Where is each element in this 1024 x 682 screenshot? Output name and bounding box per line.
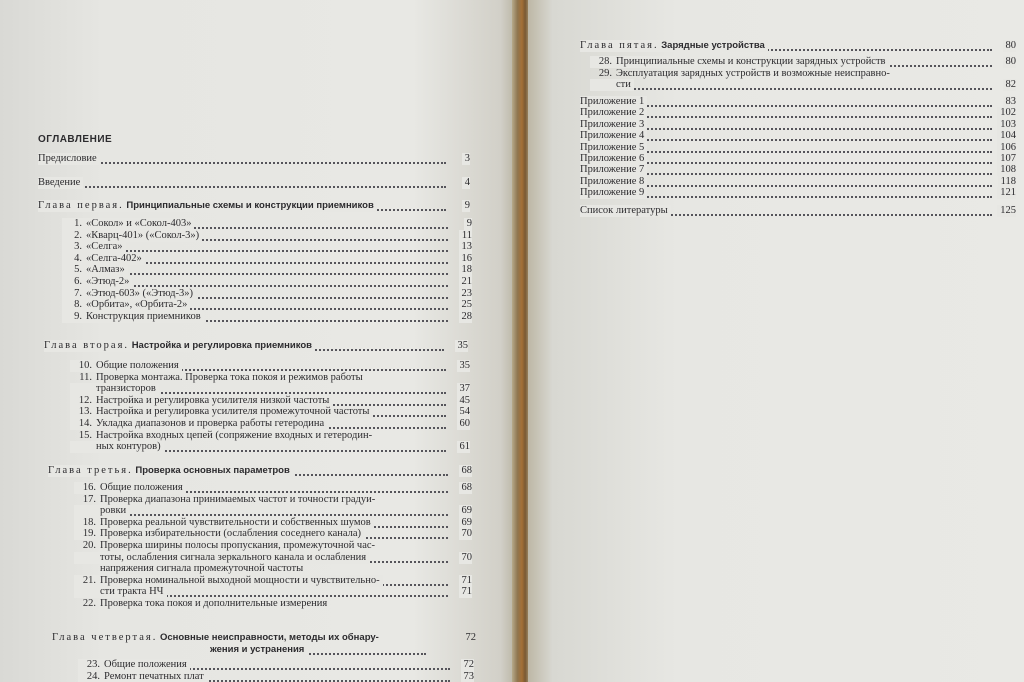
toc-item (74, 552, 472, 564)
toc-item-page: 28 (459, 311, 473, 323)
toc-item-number: 22. (82, 598, 96, 609)
toc-item (74, 517, 472, 529)
toc-entry-preface (38, 153, 470, 165)
toc-item-text (62, 253, 145, 265)
toc-item-text (70, 372, 363, 384)
entry-page: 68 (459, 465, 473, 477)
toc-item (74, 598, 472, 610)
appendix-page: 121 (997, 187, 1016, 199)
toc-item (70, 360, 470, 372)
toc-item-title: ных контуров) (96, 441, 161, 453)
toc-item-page: 68 (459, 482, 473, 494)
toc-item-page: 13 (459, 241, 473, 253)
toc-item-number: 24. (86, 670, 100, 682)
toc-item-text (78, 671, 207, 682)
appendix-entry (580, 176, 1016, 188)
toc-item (590, 68, 1016, 80)
toc-item-page: 69 (459, 505, 473, 517)
toc-item-text (62, 276, 132, 288)
appendix-page: 118 (998, 176, 1016, 188)
entry-page: 3 (462, 153, 470, 165)
toc-item-page: 82 (1003, 79, 1017, 91)
toc-item (62, 218, 472, 230)
toc-item (70, 395, 470, 407)
toc-item-text (70, 395, 332, 407)
toc-item-title: сти (616, 79, 631, 91)
toc-item-title: Проверка ширины полосы пропускания, промежуточной час- (100, 540, 376, 551)
toc-item-number: 13. (78, 406, 92, 418)
toc-item-page: 11 (459, 230, 472, 242)
toc-item-page: 71 (459, 586, 473, 598)
toc-item (70, 406, 470, 418)
toc-item-page: 80 (1003, 56, 1017, 68)
toc-item (70, 383, 470, 395)
appendix-page: 103 (997, 119, 1016, 131)
toc-item-text (62, 218, 194, 230)
toc-item-number: 5. (74, 264, 82, 276)
toc-item-text (70, 406, 372, 418)
toc-item-title: Настройка и регулировка усилителя промежуточной частоты (96, 406, 370, 418)
toc-item-number: 11. (79, 371, 92, 383)
toc-item-title: «Орбита», «Орбита-2» (86, 299, 188, 311)
toc-item-number: 3. (74, 241, 82, 253)
toc-item-text (70, 383, 159, 395)
toc-item-title: Ремонт печатных плат (104, 670, 204, 682)
toc-item-number: 4. (74, 252, 82, 264)
toc-item (62, 241, 472, 253)
toc-item-text (62, 264, 128, 276)
toc-item-page: 54 (457, 406, 471, 418)
toc-item (74, 482, 472, 494)
appendix-entry (580, 187, 1016, 199)
toc-item-number: 2. (74, 229, 82, 241)
appendix-entry (580, 142, 1016, 154)
toc-item-title: «Этюд-603» («Этюд-3») (86, 287, 193, 299)
toc-item (70, 372, 470, 384)
toc-item-number: 18. (82, 516, 96, 528)
appendix-entry (580, 164, 1016, 176)
toc-item-title: Проверка диапазона принимаемых частот и точности градуи- (100, 493, 376, 505)
toc-item (62, 311, 472, 323)
toc-item (78, 671, 474, 682)
appendix-label: Приложение 6 (580, 153, 647, 165)
toc-item-text (74, 528, 364, 540)
toc-item-number: 9. (74, 310, 82, 322)
chapter-name: Зарядные устройства (661, 40, 765, 51)
toc-item-title: Проверка номинальной выходной мощности и чувствительно- (100, 574, 380, 586)
entry-page: 80 (1003, 40, 1017, 52)
toc-item-number: 15. (78, 429, 92, 441)
toc-item-number: 1. (74, 218, 82, 229)
toc-item-title: Проверка монтажа. Проверка тока покоя и режимов работы (96, 371, 363, 383)
appendix-label: Приложение 1 (580, 96, 647, 108)
toc-item-text (74, 586, 167, 598)
appendix-label: Приложение 2 (580, 107, 647, 119)
toc-item-page: 45 (457, 395, 471, 407)
toc-item-page: 69 (459, 517, 473, 529)
toc-item (74, 586, 472, 598)
toc-item-number: 17. (82, 493, 96, 505)
toc-item (62, 230, 472, 242)
toc-item-page: 73 (461, 671, 475, 682)
toc-item-title: Укладка диапазонов и проверка работы гетеродина (96, 418, 325, 429)
chapter-name: Основные неисправности, методы их обнару- (159, 632, 379, 643)
toc-item-title: Настройка и регулировка усилителя низкой частоты (96, 394, 330, 406)
toc-item-page: 70 (459, 552, 473, 564)
entry-page: 72 (465, 632, 476, 643)
appendix-entry (580, 119, 1016, 131)
toc-item-text (62, 311, 204, 323)
chapter-name: Принципиальные схемы и конструкции приемников (126, 200, 374, 211)
toc-item-text (74, 494, 375, 506)
toc-item-title: Конструкция приемников (86, 310, 201, 322)
toc-item-number: 14. (78, 418, 92, 429)
appendix-entry (580, 96, 1016, 108)
toc-item-page: 16 (459, 253, 473, 265)
toc-title: ОГЛАВЛЕНИЕ (38, 134, 113, 145)
toc-item (78, 659, 474, 671)
toc-item (74, 528, 472, 540)
toc-item-page: 70 (459, 528, 473, 540)
toc-item-number: 19. (82, 528, 96, 540)
chapter-1-heading (38, 200, 470, 212)
toc-item (74, 540, 472, 552)
toc-item-page: 61 (457, 441, 471, 453)
chapter-label: Глава вторая. (44, 340, 130, 351)
toc-item-text (74, 482, 186, 494)
toc-item-text (590, 56, 889, 68)
appendix-page: 83 (1003, 96, 1017, 108)
chapter-name-cont: жения и устранения (210, 644, 307, 656)
toc-item-page: 60 (457, 418, 471, 430)
entry-page: 35 (455, 340, 469, 352)
appendix-page: 104 (997, 130, 1016, 142)
entry-label: Список литературы (580, 205, 671, 217)
appendix-page: 106 (997, 142, 1016, 154)
toc-item-text (74, 540, 375, 552)
toc-entry-references (580, 205, 1016, 217)
chapter-4-heading-cont (210, 644, 450, 656)
toc-item-text (62, 288, 196, 300)
chapter-label: Глава пятая. (580, 40, 659, 51)
toc-item-number: 29. (598, 67, 612, 79)
entry-label: Предисловие (38, 153, 100, 165)
toc-item-text (70, 430, 372, 442)
chapter-2-heading (44, 340, 468, 352)
toc-item-title: Настройка входных цепей (сопряжение входных и гетеродин- (96, 429, 373, 441)
toc-item-title: транзисторов (96, 383, 156, 395)
entry-page: 4 (462, 177, 470, 189)
toc-item-title: Эксплуатация зарядных устройств и возможные неисправно- (616, 67, 890, 79)
toc-item-title: «Алмаз» (86, 264, 125, 276)
toc-item-title: Общие положения (100, 482, 183, 493)
toc-item (590, 79, 1016, 91)
toc-item-title: «Селга-402» (86, 252, 142, 264)
toc-item-title: напряжения сигнала промежуточной частоты (100, 563, 304, 575)
appendix-page: 108 (997, 164, 1016, 176)
toc-item-text (74, 517, 374, 529)
toc-item (62, 276, 472, 288)
toc-item-text (74, 575, 383, 587)
appendix-label: Приложение 9 (580, 187, 647, 199)
toc-item-text (74, 563, 303, 575)
appendix-entry (580, 130, 1016, 142)
toc-item-number: 10. (78, 360, 92, 371)
appendix-label: Приложение 8 (580, 176, 647, 188)
toc-item-page: 18 (459, 264, 473, 276)
appendix-label: Приложение 5 (580, 142, 647, 154)
toc-item (70, 430, 470, 442)
toc-item-number: 21. (82, 574, 96, 586)
toc-item-text (74, 505, 129, 517)
toc-item-page: 23 (459, 288, 473, 300)
chapter-name: Настройка и регулировка приемников (131, 340, 312, 351)
appendix-page: 102 (997, 107, 1016, 119)
chapter-label: Глава четвертая. (52, 632, 158, 643)
toc-item-number: 16. (82, 482, 96, 493)
toc-item-number: 28. (598, 56, 612, 67)
toc-item-number: 6. (74, 276, 82, 287)
toc-item (74, 563, 472, 575)
toc-item-title: Проверка избирательности (ослабления соседнего канала) (100, 528, 362, 540)
toc-item-page: 9 (464, 218, 472, 230)
toc-item-number: 8. (74, 299, 82, 311)
toc-item-title: Общие положения (104, 659, 187, 670)
toc-item-text (62, 299, 190, 311)
toc-item-title: Принципиальные схемы и конструкции зарядных устройств (616, 56, 886, 67)
toc-item-title: «Кварц-401» («Сокол-3») (86, 229, 200, 241)
appendix-entry (580, 107, 1016, 119)
toc-item-title: «Сокол» и «Сокол-403» (86, 218, 192, 229)
toc-item-text (70, 418, 327, 430)
toc-item-text (70, 441, 164, 453)
chapter-name: Проверка основных параметров (135, 465, 290, 476)
toc-item-title: Общие положения (96, 360, 179, 371)
toc-item-page: 71 (459, 575, 473, 587)
appendix-page: 107 (997, 153, 1016, 165)
toc-item-text (70, 360, 182, 372)
toc-item-page: 21 (459, 276, 473, 288)
toc-item-text (62, 241, 126, 253)
toc-item (70, 441, 470, 453)
toc-item (74, 575, 472, 587)
toc-item (74, 494, 472, 506)
toc-item-page: 72 (461, 659, 475, 671)
toc-item-page: 37 (457, 383, 471, 395)
appendix-label: Приложение 3 (580, 119, 647, 131)
toc-item-text (590, 79, 634, 91)
toc-item-title: сти тракта НЧ (100, 586, 164, 598)
toc-item-number: 23. (86, 659, 100, 670)
toc-item-text (74, 552, 369, 564)
toc-item-text (590, 68, 890, 80)
toc-item (62, 288, 472, 300)
chapter-3-heading (48, 465, 472, 477)
toc-item-title: Проверка тока покоя и дополнительные измерения (100, 598, 328, 609)
entry-page: 9 (462, 200, 470, 212)
chapter-label: Глава первая. (38, 200, 124, 211)
entry-label: Введение (38, 177, 83, 189)
appendix-entry (580, 153, 1016, 165)
toc-item-title: Проверка реальной чувствительности и собственных шумов (100, 516, 371, 528)
toc-entry-intro (38, 177, 470, 189)
toc-item-text (74, 598, 327, 610)
toc-item-title: «Селга» (86, 241, 123, 253)
entry-page: 125 (997, 205, 1016, 217)
toc-item-number: 7. (74, 287, 82, 299)
toc-item (62, 264, 472, 276)
appendix-label: Приложение 4 (580, 130, 647, 142)
toc-item-title: ровки (100, 505, 127, 517)
chapter-label: Глава третья. (48, 465, 133, 476)
toc-item-page: 35 (457, 360, 471, 372)
toc-item-text (62, 230, 202, 242)
toc-item-title: тоты, ослабления сигнала зеркального канала и ослабления (100, 551, 367, 563)
toc-item (62, 253, 472, 265)
appendix-label: Приложение 7 (580, 164, 647, 176)
toc-item-page: 25 (459, 299, 473, 311)
toc-item (70, 418, 470, 430)
toc-item (74, 505, 472, 517)
toc-item-title: «Этюд-2» (86, 276, 130, 287)
toc-item (590, 56, 1016, 68)
right-page (528, 0, 1024, 682)
chapter-5-heading (580, 40, 1016, 52)
chapter-4-heading (52, 632, 476, 644)
toc-item-number: 20. (82, 540, 96, 551)
toc-item-number: 12. (78, 394, 92, 406)
toc-item (62, 299, 472, 311)
toc-item-text (78, 659, 190, 671)
